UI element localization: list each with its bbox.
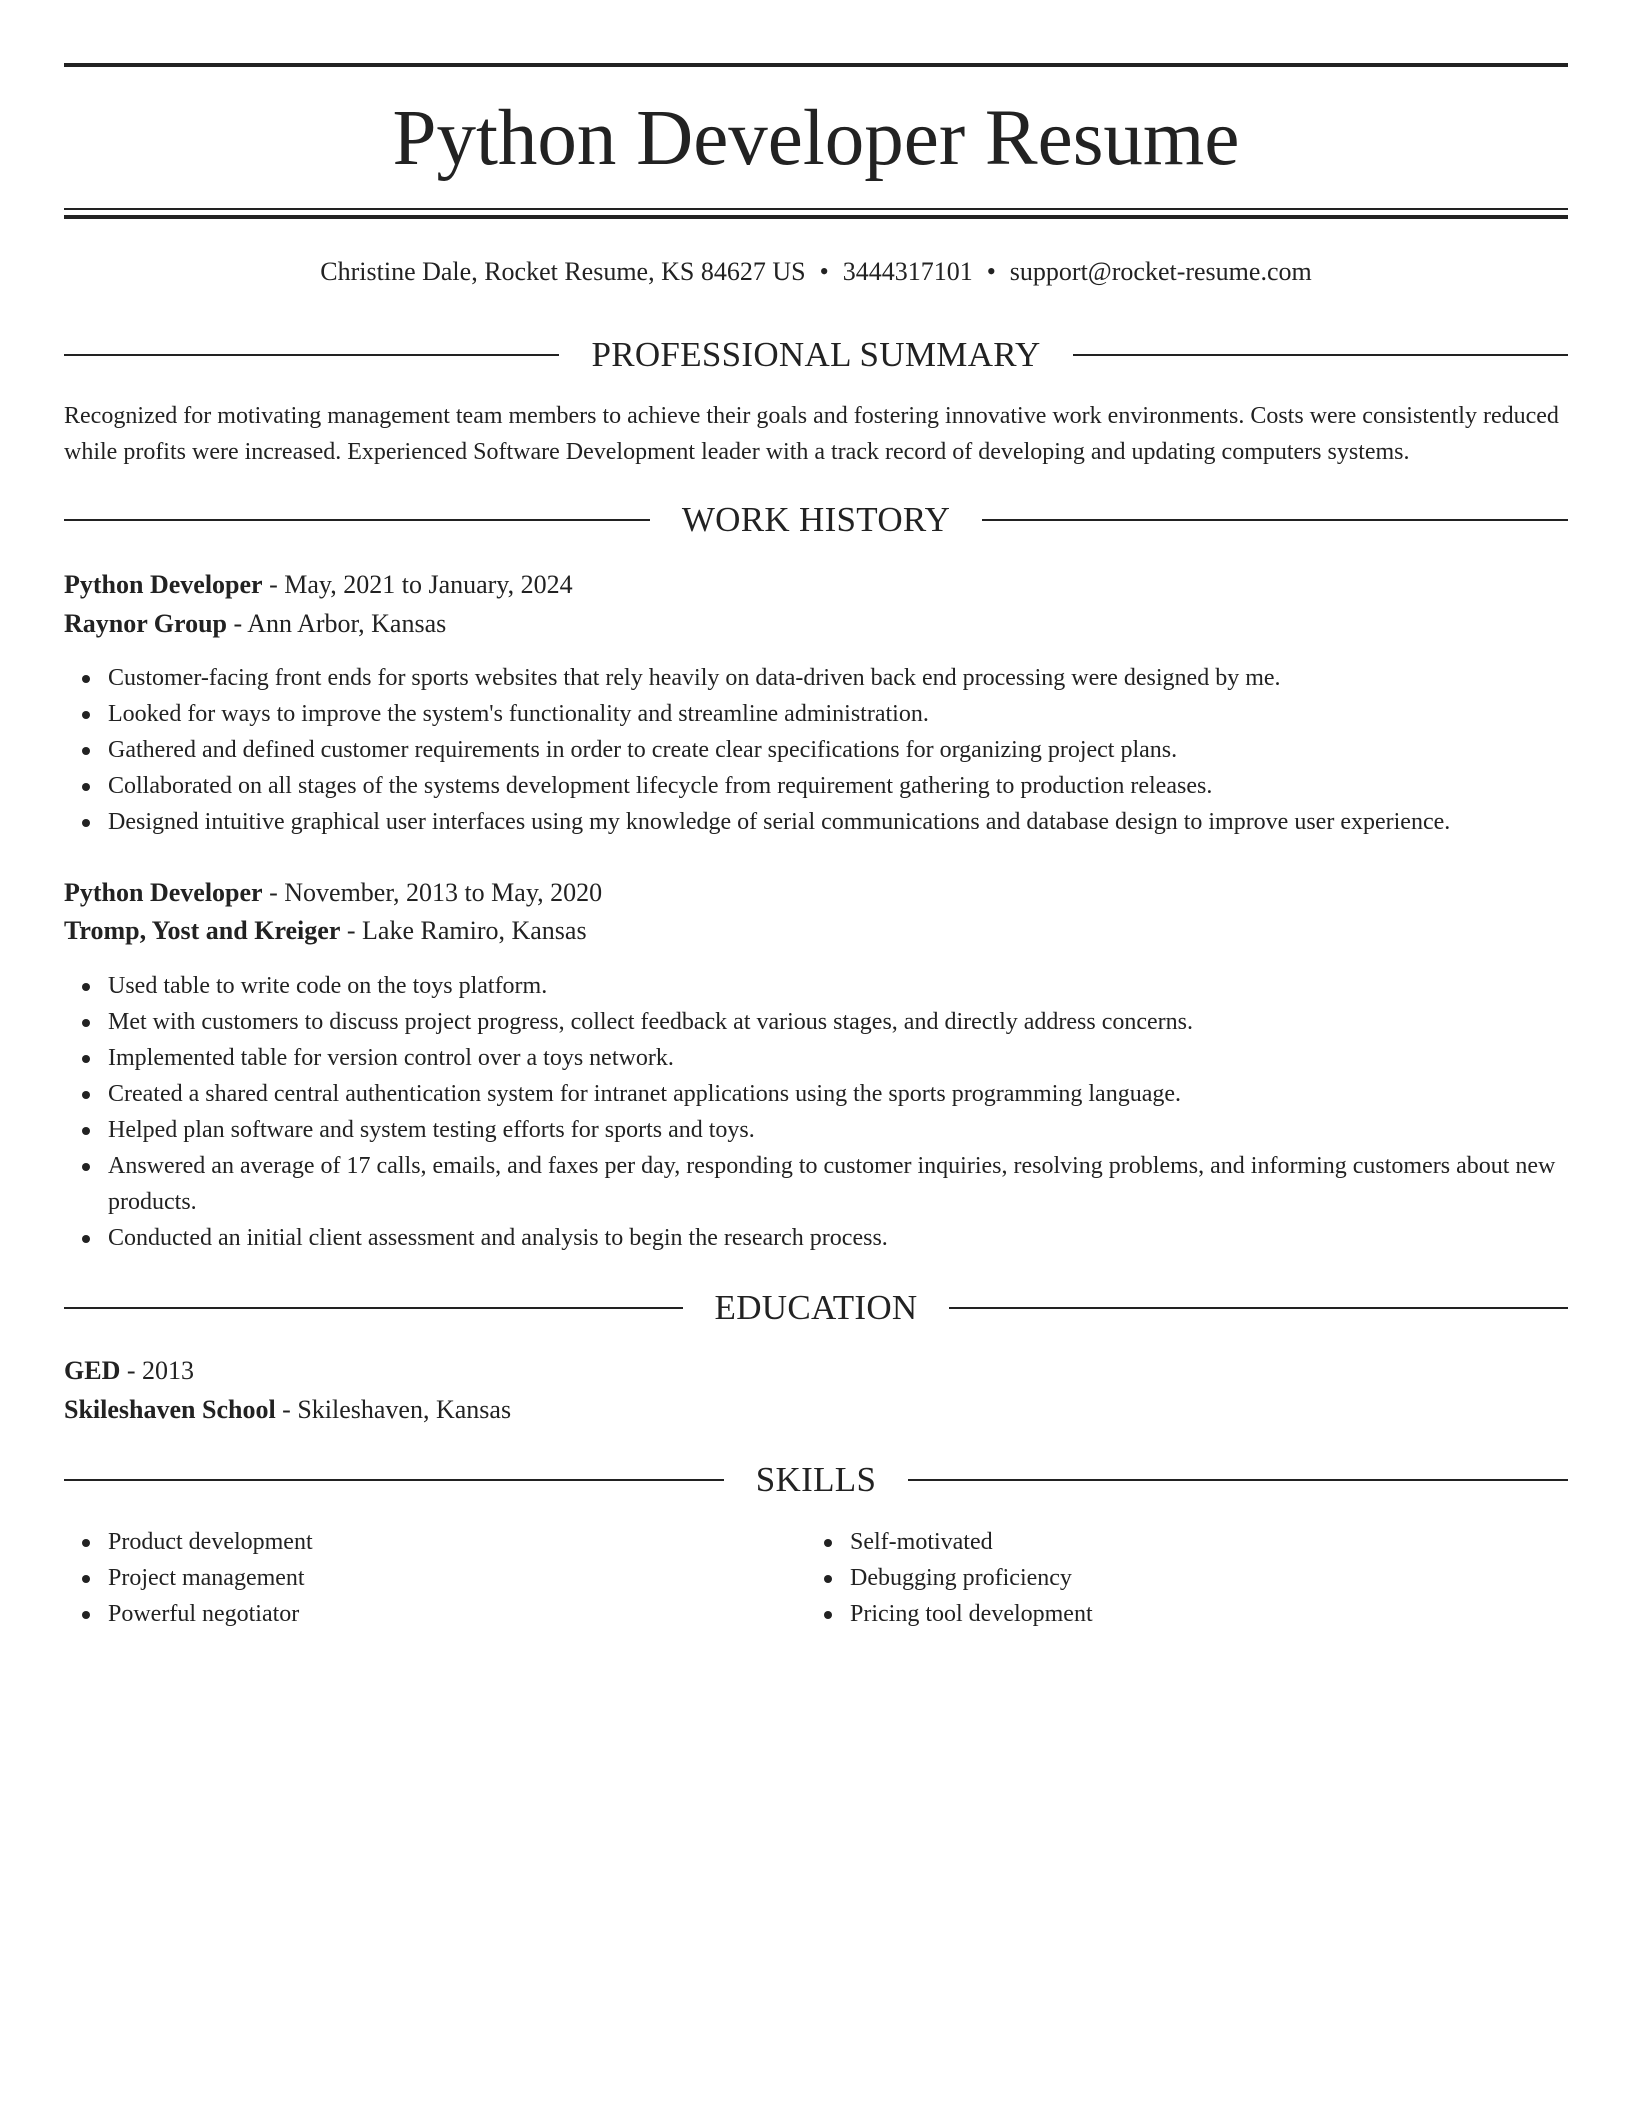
page-title: Python Developer Resume: [392, 95, 1240, 182]
list-item: Self-motivated: [850, 1524, 1550, 1560]
section-heading-work: [64, 496, 1568, 544]
heading-rule: [64, 1307, 683, 1309]
list-item: Powerful negotiator: [108, 1596, 808, 1632]
education-degree-line: [64, 1351, 1568, 1391]
education-school-line: [64, 1390, 1568, 1430]
list-item: Project management: [108, 1560, 808, 1596]
list-item: Customer-facing front ends for sports websites that rely heavily on data-driven back end processing were designed by me.: [108, 660, 1612, 696]
job-employer: Raynor Group: [64, 609, 228, 638]
section-title: PROFESSIONAL SUMMARY: [591, 335, 1041, 374]
list-item: Conducted an initial client assessment and analysis to begin the research process.: [108, 1220, 1568, 1256]
contact-separator: •: [819, 257, 829, 286]
job-bullets: [64, 660, 1612, 840]
contact-address: Christine Dale, Rocket Resume, KS 84627 US: [320, 257, 806, 286]
list-item: Met with customers to discuss project progress, collect feedback at various stages, and directly address concerns.: [108, 1004, 1568, 1040]
list-item: Collaborated on all stages of the systems development lifecycle from requirement gathering to production releases.: [108, 768, 1612, 804]
list-item: Created a shared central authentication system for intranet applications using the sports programming language.: [108, 1076, 1568, 1112]
title-rule-thin: [64, 208, 1568, 210]
heading-rule: [64, 1479, 724, 1481]
heading-rule: [64, 354, 559, 356]
list-item: Product development: [108, 1524, 808, 1560]
list-item: Helped plan software and system testing efforts for sports and toys.: [108, 1112, 1568, 1148]
list-item: Gathered and defined customer requirements in order to create clear specifications for organizing project plans.: [108, 732, 1612, 768]
education-year: - 2013: [120, 1356, 195, 1385]
contact-line: [64, 252, 1568, 292]
list-item: Used table to write code on the toys platform.: [108, 968, 1568, 1004]
heading-rule: [949, 1307, 1568, 1309]
job-title-line: [64, 873, 1568, 913]
section-heading-education: [64, 1284, 1568, 1332]
education-degree: GED: [64, 1356, 121, 1385]
list-item: Implemented table for version control over a toys network.: [108, 1040, 1568, 1076]
list-item: Debugging proficiency: [850, 1560, 1550, 1596]
list-item: Answered an average of 17 calls, emails, and faxes per day, responding to customer inquiries, resolving problems, and informing customers about new products.: [108, 1148, 1568, 1220]
job-location: - Ann Arbor, Kansas: [227, 609, 447, 638]
heading-rule: [64, 519, 650, 521]
list-item: Looked for ways to improve the system's functionality and streamline administration.: [108, 696, 1612, 732]
skills-list-left: [64, 1524, 808, 1632]
job-employer: Tromp, Yost and Kreiger: [64, 916, 341, 945]
title-rule-thick: [64, 215, 1568, 219]
section-title: WORK HISTORY: [681, 500, 951, 539]
job-dates: - May, 2021 to January, 2024: [262, 570, 573, 599]
job-title: Python Developer: [64, 878, 263, 907]
job-employer-line: [64, 911, 1568, 951]
list-item: Pricing tool development: [850, 1596, 1550, 1632]
contact-email: support@rocket-resume.com: [1009, 257, 1312, 286]
section-title: SKILLS: [755, 1460, 877, 1499]
job-bullets: [64, 968, 1568, 1256]
heading-rule: [1073, 354, 1568, 356]
top-rule: [64, 63, 1568, 67]
education-school: Skileshaven School: [64, 1395, 276, 1424]
education-location: - Skileshaven, Kansas: [275, 1395, 512, 1424]
job-title-line: [64, 565, 1568, 605]
job-title: Python Developer: [64, 570, 263, 599]
skills-list-right: [806, 1524, 1550, 1632]
section-heading-skills: [64, 1456, 1568, 1504]
summary-text: Recognized for motivating management team members to achieve their goals and fostering innovative work environments. Costs were consistently reduced while profits were increased. Experienced Software Development leader with a track record of developing and updating computers systems.: [64, 403, 1559, 465]
job-location: - Lake Ramiro, Kansas: [340, 916, 587, 945]
list-item: Designed intuitive graphical user interfaces using my knowledge of serial communications and database design to improve user experience.: [108, 804, 1612, 840]
contact-phone: 3444317101: [842, 257, 973, 286]
contact-separator: •: [986, 257, 996, 286]
section-heading-summary: [64, 331, 1568, 379]
heading-rule: [982, 519, 1568, 521]
section-title: EDUCATION: [714, 1288, 918, 1327]
job-dates: - November, 2013 to May, 2020: [262, 878, 603, 907]
heading-rule: [908, 1479, 1568, 1481]
job-employer-line: [64, 604, 1568, 644]
